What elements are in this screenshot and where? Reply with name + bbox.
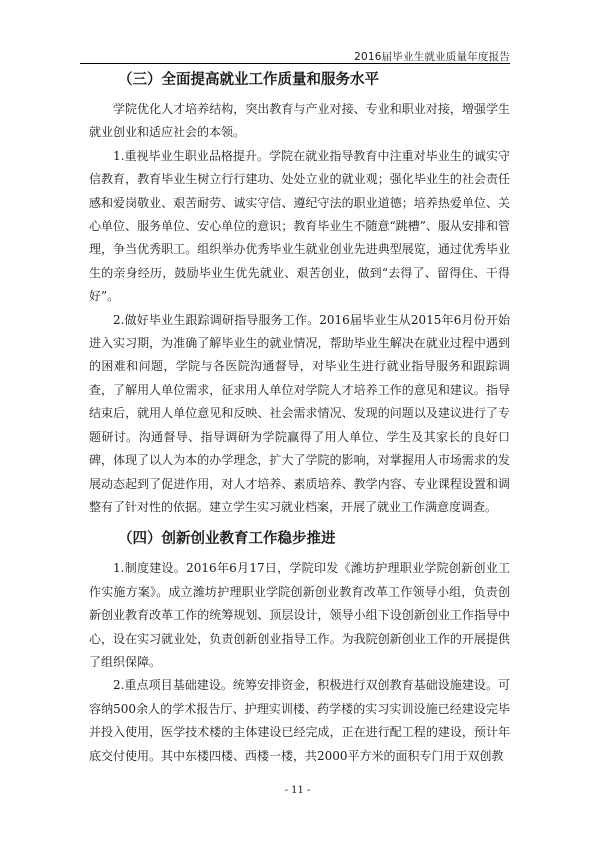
section-heading-4: （四）创新创业教育工作稳步推进 [118, 531, 336, 548]
section-heading-3: （三）全面提高就业工作质量和服务水平 [118, 72, 379, 88]
paragraph-follow-up-survey: 2.做好毕业生跟踪调研指导服务工作。2016届毕业生从2015年6月份开始进入实习期，为准确了解毕业生的就业情况，帮助毕业生解决在就业过程中遇到的困难和问题，学院与各医院沟通督导，对毕业生进行就业指导服务和跟踪调查，了解用人单位需求，征求用人单位对学院人才培养工作的意见和建议。指导结束后，就用人单位意见和反映、社会需求情况、发现的问题以及建议进行了专题研讨。沟通督导、指导调研为学院赢得了用人单位、学生及其家长的良好口碑，体现了以人为本的办学理念，扩大了学院的影响，对掌握用人市场需求的发展动态起到了促进作用，对人才培养、素质培养、教学内容、专业课程设置和调整有了针对性的依据。建立学生实习就业档案，开展了就业工作满意度调查。 [89, 312, 510, 514]
paragraph-career-character: 1.重视毕业生职业品格提升。学院在就业指导教育中注重对毕业生的诚实守信教育，教育毕业生树立行行建功、处处立业的就业观；强化毕业生的社会责任感和爱岗敬业、艰苦耐劳、诚实守信、遵纪守法的职业道德；培养热爱单位、关心单位、服务单位、安心单位的意识；教育毕业生不随意“跳槽”、服从安排和管理，争当优秀职工。组织举办优秀毕业生就业创业先进典型展览，通过优秀毕业生的亲身经历，鼓励毕业生优先就业、艰苦创业，做到“去得了、留得住、干得好”。 [89, 148, 510, 304]
page-number: - 11 - [284, 785, 311, 796]
running-header-title: 2016届毕业生就业质量年度报告 [354, 51, 510, 63]
paragraph-infrastructure: 2.重点项目基础建设。统筹安排资金，积极进行双创教育基础设施建设。可容纳500余人的学术报告厅、护理实训楼、药学楼的实习实训设施已经建设完毕并投入使用，医学技术楼的主体建设已经完成，正在进行配工程的建设，预计年底交付使用。其中东楼四楼、西楼一楼，共2000平方米的面积专门用于双创教 [89, 678, 510, 763]
paragraph-system-building: 1.制度建设。2016年6月17日，学院印发《潍坊护理职业学院创新创业工作实施方案》。成立潍坊护理职业学院创新创业教育改革工作领导小组，负责创新创业教育改革工作的统筹规划、顶层设计，领导小组下设创新创业工作指导中心，设在实习就业处，负责创新创业指导工作。为我院创新创业工作的开展提供了组织保障。 [89, 561, 510, 669]
header-divider [80, 63, 510, 64]
document-body [89, 69, 510, 768]
paragraph-intro: 学院优化人才培养结构，突出教育与产业对接、专业和职业对接，增强学生就业创业和适应社会的本领。 [89, 102, 510, 140]
